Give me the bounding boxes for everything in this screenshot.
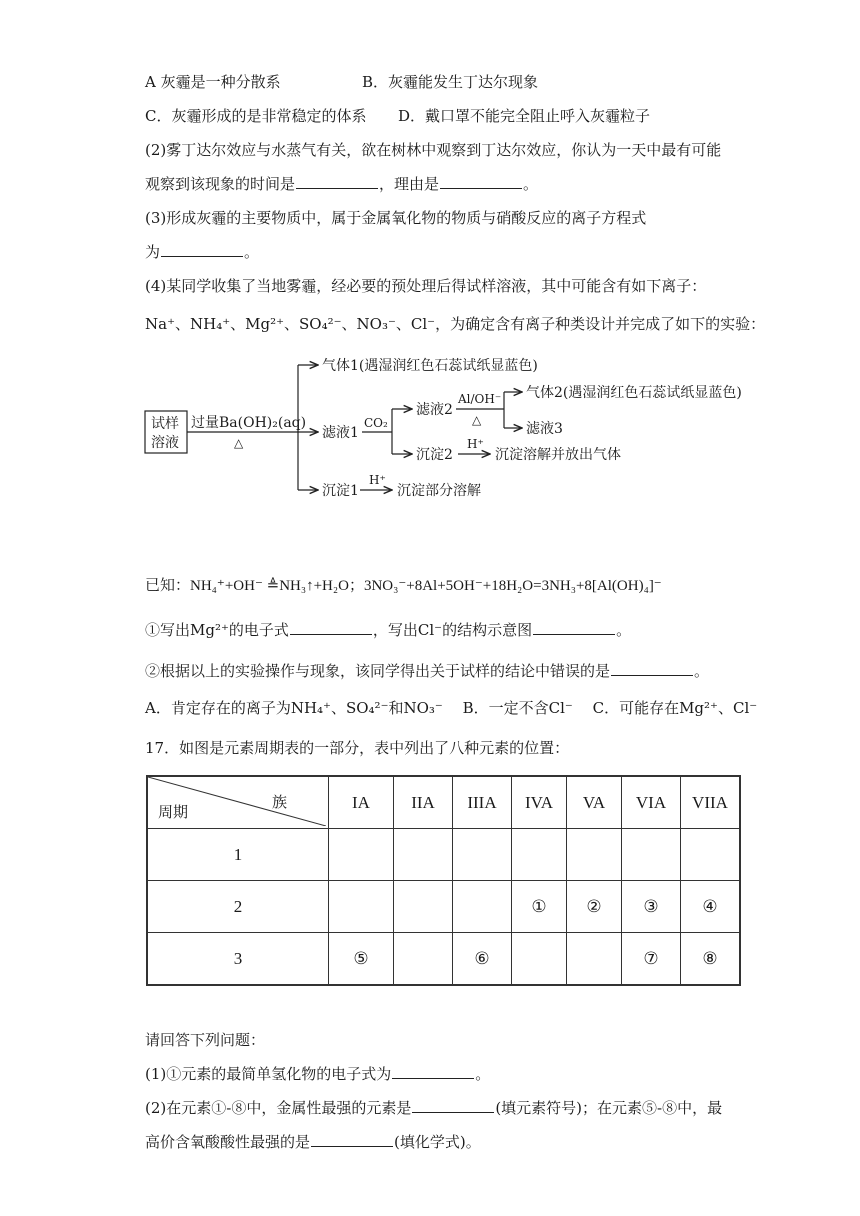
element-cell [567, 829, 622, 881]
q17-stem [145, 738, 569, 758]
answer-blank-acid[interactable] [311, 1132, 393, 1147]
element-cell: ③ [622, 881, 681, 933]
element-cell [622, 829, 681, 881]
group-header: IA [329, 776, 394, 829]
known-equations [145, 575, 662, 596]
element-cell: ① [512, 881, 567, 933]
q16-part4-text: (4)某同学收集了当地雾霾，经必要的预处理后得试样溶液，其中可能含有如下离子： [145, 277, 707, 295]
hplus-label-2: H⁺ [467, 437, 484, 451]
hplus-label-1: H⁺ [369, 473, 386, 487]
element-cell: ② [567, 881, 622, 933]
element-cell: ⑥ [453, 933, 512, 986]
known-separator: ； [348, 576, 364, 594]
subquestion-2 [145, 661, 709, 681]
precipitate-2: 沉淀2 [416, 447, 453, 463]
q17-part2-text-c: 高价含氧酸酸性最强的是 [145, 1133, 311, 1151]
known-equation-1: NH₄⁺+OH⁻ ≜NH₃↑+H₂O [190, 578, 349, 594]
table-header-row [147, 776, 740, 829]
element-cell: ⑧ [681, 933, 741, 986]
option-d-text: D．戴口罩不能完全阻止呼入灰霾粒子 [398, 107, 651, 125]
experiment-flowchart [0, 0, 860, 520]
q16-part2-time-label: 观察到该现象的时间是 [145, 175, 296, 193]
table-row [147, 933, 740, 986]
option-a-text: A 灰霾是一种分散系 [145, 73, 281, 91]
q16-part2-reason-label: ，理由是 [379, 175, 440, 193]
answer-blank-hydride[interactable] [392, 1064, 474, 1079]
answer-blank-mg-electron[interactable] [290, 620, 372, 635]
gas-1: 气体1(遇湿润红色石蕊试纸显蓝色) [322, 358, 538, 374]
sample-label-1: 试样 [151, 416, 179, 432]
q17-prompt [145, 1030, 265, 1050]
subquestion-1 [145, 620, 631, 640]
element-cell [512, 933, 567, 986]
precipitate-1: 沉淀1 [322, 483, 359, 499]
header-group: 族 [272, 793, 288, 811]
q17-stem-text: 17．如图是元素周期表的一部分，表中列出了八种元素的位置： [145, 739, 570, 757]
table-row [147, 829, 740, 881]
subquestion-1-text-b: ，写出Cl⁻的结构示意图 [372, 621, 533, 639]
precipitate-1-result: 沉淀部分溶解 [397, 483, 481, 499]
group-header: IVA [512, 776, 567, 829]
subquestion-1-period: 。 [616, 621, 632, 639]
answer-blank-wrong-conclusion[interactable] [611, 661, 693, 676]
subquestion-1-text-a: ①写出Mg²⁺的电子式 [145, 621, 289, 639]
period-cell: 3 [147, 933, 329, 986]
q17-part2-text-a: (2)在元素①-⑧中，金属性最强的元素是 [145, 1099, 412, 1117]
filtrate-3: 滤液3 [526, 421, 563, 437]
reagent-ba-oh2: 过量Ba(OH)₂(aq) [191, 415, 307, 431]
element-cell [512, 829, 567, 881]
q16-part2-text: (2)雾丁达尔效应与水蒸气有关，欲在树林中观察到丁达尔效应，你认为一天中最有可能 [145, 141, 722, 159]
q17-part1 [145, 1064, 490, 1084]
precipitate-2-result: 沉淀溶解并放出气体 [495, 447, 621, 463]
reagent-al-oh: Al/OH⁻ [458, 392, 502, 406]
subquestion-2-period: 。 [694, 662, 710, 680]
element-cell [394, 829, 453, 881]
q17-prompt-text: 请回答下列问题： [145, 1031, 266, 1049]
sample-label-2: 溶液 [151, 435, 179, 451]
ion-list: Na⁺、NH₄⁺、Mg²⁺、SO₄²⁻、NO₃⁻、Cl⁻，为确定含有离子种类设计并完成了如下的实验： [145, 315, 766, 333]
q17-part1-period: 。 [475, 1065, 491, 1083]
option-b-text: B．灰霾能发生丁达尔现象 [362, 73, 539, 91]
element-cell: ④ [681, 881, 741, 933]
known-equation-2: 3NO₃⁻+8Al+5OH⁻+18H₂O=3NH₃+8[Al(OH)₄]⁻ [363, 578, 662, 594]
q16-part3-text: (3)形成灰霾的主要物质中，属于金属氧化物的物质与硝酸反应的离子方程式 [145, 209, 647, 227]
heat-symbol-2: △ [472, 413, 482, 427]
element-cell [394, 933, 453, 986]
header-period: 周期 [158, 803, 189, 821]
group-header: VA [567, 776, 622, 829]
filtrate-2: 滤液2 [416, 402, 453, 418]
subquestion-2-options [145, 698, 757, 718]
co2-label: CO₂ [364, 416, 388, 430]
group-header: IIA [394, 776, 453, 829]
q17-part2-text-b: (填元素符号)；在元素⑤-⑧中，最 [495, 1099, 723, 1117]
period-cell: 2 [147, 881, 329, 933]
period-cell: 1 [147, 829, 329, 881]
element-cell [567, 933, 622, 986]
element-cell [453, 881, 512, 933]
q17-part2 [145, 1098, 722, 1118]
table-corner-cell [147, 776, 329, 829]
q17-part1-text: (1)①元素的最简单氢化物的电子式为 [145, 1065, 392, 1083]
group-header: VIIA [681, 776, 741, 829]
subquestion-2-options-text: A．肯定存在的离子为NH₄⁺、SO₄²⁻和NO₃⁻ B．一定不含Cl⁻ C．可能存在Mg²⁺、Cl⁻ [145, 699, 758, 717]
known-label: 已知： [145, 576, 191, 594]
element-cell: ⑦ [622, 933, 681, 986]
group-header: IIIA [453, 776, 512, 829]
element-cell [329, 829, 394, 881]
element-cell [681, 829, 741, 881]
q16-part3-period: 。 [244, 243, 260, 261]
filtrate-1: 滤液1 [322, 425, 359, 441]
q17-part2-cont [145, 1132, 481, 1152]
q17-part2-text-d: (填化学式)。 [394, 1133, 481, 1151]
gas-2: 气体2(遇湿润红色石蕊试纸显蓝色) [526, 385, 742, 401]
option-c-text: C．灰霾形成的是非常稳定的体系 [145, 107, 367, 125]
table-row [147, 881, 740, 933]
element-cell [394, 881, 453, 933]
element-cell [453, 829, 512, 881]
element-cell [329, 881, 394, 933]
heat-symbol-1: △ [234, 436, 244, 450]
element-cell: ⑤ [329, 933, 394, 986]
q16-part3-label: 为 [145, 243, 161, 261]
group-header: VIA [622, 776, 681, 829]
answer-blank-cl-structure[interactable] [533, 620, 615, 635]
periodic-table-excerpt [146, 775, 741, 986]
q16-part2-period: 。 [523, 175, 539, 193]
subquestion-2-text: ②根据以上的实验操作与现象，该同学得出关于试样的结论中错误的是 [145, 662, 611, 680]
answer-blank-metal[interactable] [412, 1098, 494, 1113]
